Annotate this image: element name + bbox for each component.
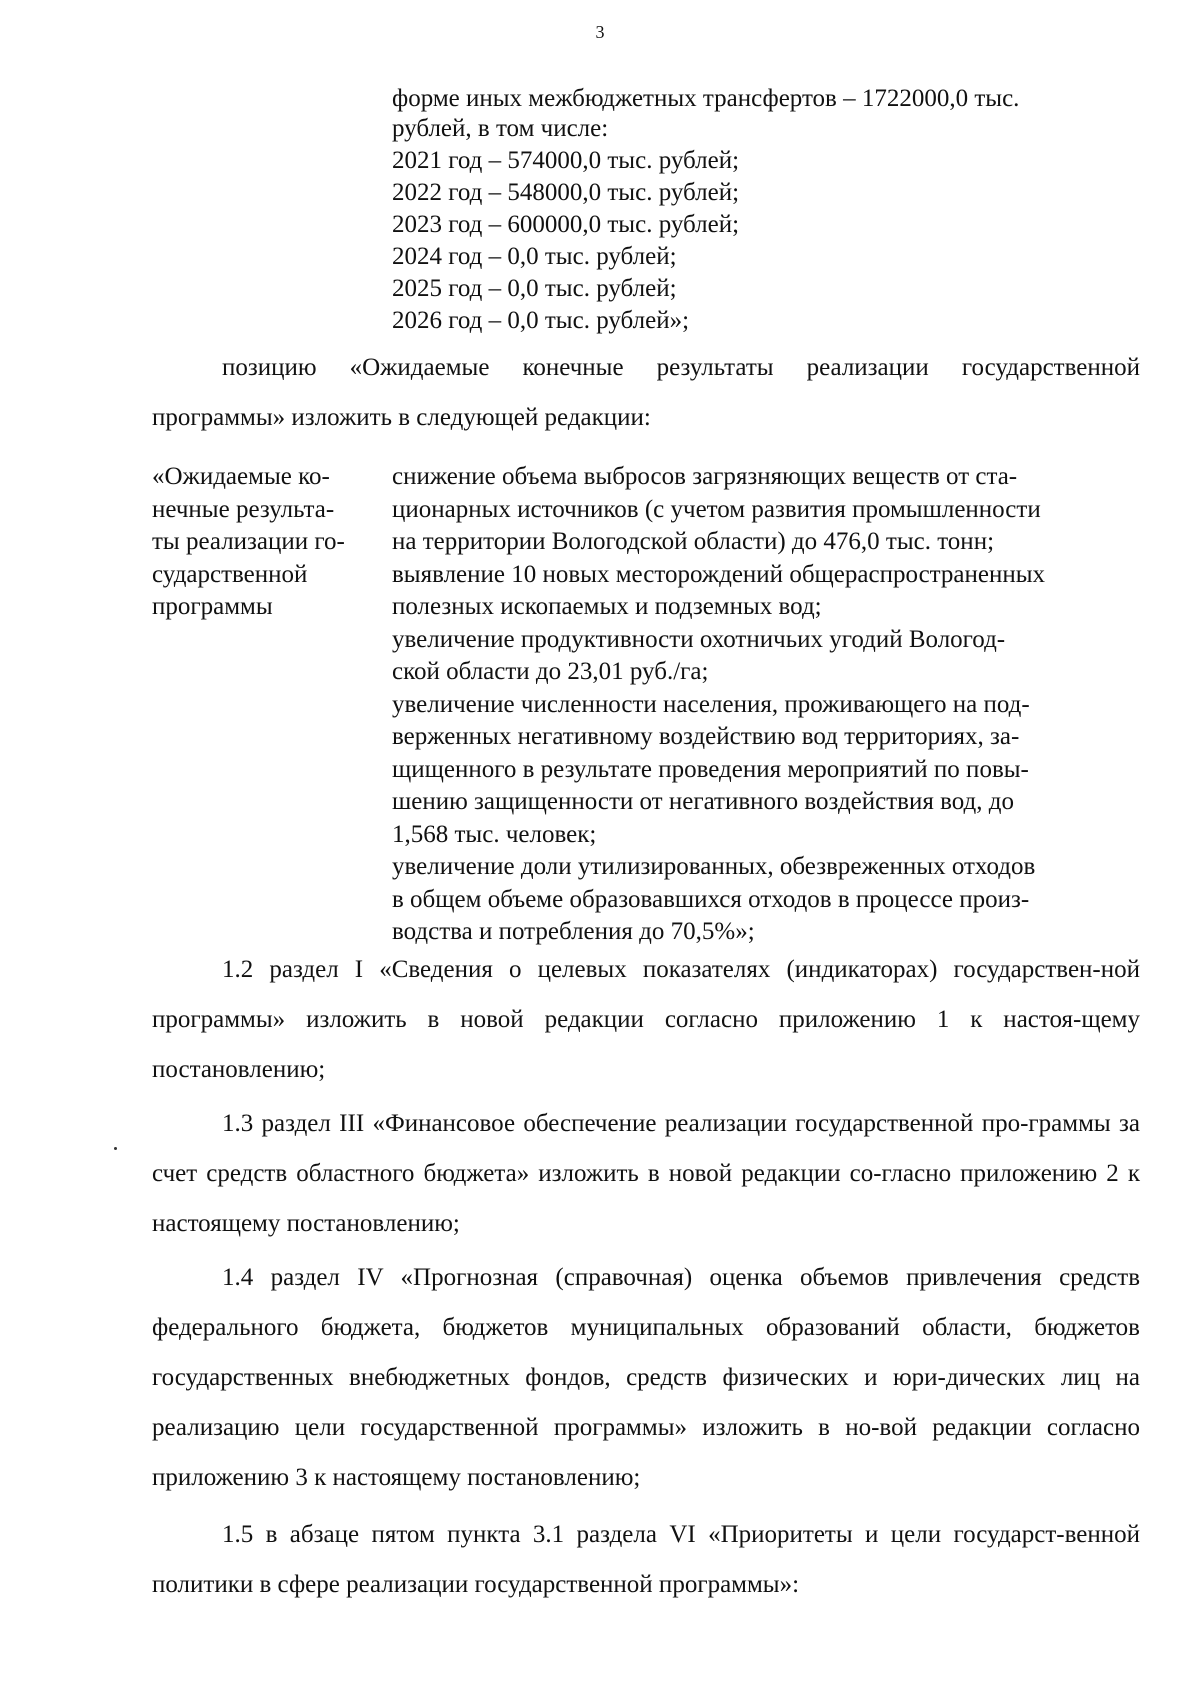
content-line: снижение объема выбросов загрязняющих веществ от ста-: [392, 463, 1018, 490]
content-line: верженных негативному воздействию вод территориях, за-: [392, 723, 1020, 750]
results-table-label: [152, 461, 367, 624]
scan-artifact-dot: [114, 1147, 117, 1150]
transfers-year-line: 2021 год – 574000,0 тыс. рублей;: [392, 147, 740, 174]
content-line: ской области до 23,01 руб./га;: [392, 658, 709, 685]
page-number: 3: [595, 22, 605, 42]
transfers-year-line: 2022 год – 548000,0 тыс. рублей;: [392, 179, 740, 206]
content-line: ционарных источников (с учетом развития промышленности: [392, 495, 1041, 523]
transfers-year-line: 2024 год – 0,0 тыс. рублей;: [392, 243, 677, 270]
content-line: на территории Вологодской области) до 476,0 тыс. тонн;: [392, 528, 995, 555]
label-line: нечные результа-: [152, 495, 335, 523]
paragraph-1-3: 1.3 раздел III «Финансовое обеспечение реализации государственной про-граммы за счет средств областного бюджета» изложить в новой редакции со-гласно приложению 2 к настоящему постановлению;: [152, 1110, 1140, 1237]
content-line: шению защищенности от негативного воздействия вод, до: [392, 788, 1014, 815]
transfers-line: форме иных межбюджетных трансфертов – 1722000,0 тыс.: [392, 85, 1020, 112]
content-line: увеличение численности населения, проживающего на под-: [392, 690, 1030, 718]
content-line: выявление 10 новых месторождений общераспространенных: [392, 560, 1046, 588]
content-line: увеличение доли утилизированных, обезвреженных отходов: [392, 853, 1036, 880]
content-line: увеличение продуктивности охотничьих угодий Вологод-: [392, 625, 1006, 653]
transfers-line: рублей, в том числе:: [392, 115, 609, 142]
content-line: в общем объеме образовавшихся отходов в процессе произ-: [392, 885, 1030, 913]
content-line: водства и потребления до 70,5%»;: [392, 918, 755, 945]
label-line: «Ожидаемые ко-: [152, 463, 330, 490]
paragraph-1-5: 1.5 в абзаце пятом пункта 3.1 раздела VI «Приоритеты и цели государст-венной политики в сфере реализации государственной программы»:: [152, 1521, 1140, 1598]
label-line: ты реализации го-: [152, 528, 345, 555]
label-line: сударственной: [152, 560, 308, 588]
content-line: щищенного в результате проведения мероприятий по повы-: [392, 755, 1029, 783]
paragraph-1-4: 1.4 раздел IV «Прогнозная (справочная) оценка объемов привлечения средств федерального бюджета, бюджетов муниципальных образований области, бюджетов государственных внебюджетных фондов, средств физических и юри-дических лиц на реализацию цели государственной программы» изложить в но-вой редакции согласно приложению 3 к настоящему постановлению;: [152, 1264, 1140, 1491]
results-table-content: [392, 461, 1152, 949]
intro-paragraph: позицию «Ожидаемые конечные результаты реализации государственной программы» изложить в следующей редакции:: [152, 354, 1140, 431]
label-line: программы: [152, 593, 273, 620]
transfers-year-line: 2023 год – 600000,0 тыс. рублей;: [392, 211, 740, 238]
transfers-year-line: 2026 год – 0,0 тыс. рублей»;: [392, 307, 690, 334]
paragraph-1-2: 1.2 раздел I «Сведения о целевых показателях (индикаторах) государствен-ной программы» изложить в новой редакции согласно приложению 1 к настоя-щему постановлению;: [152, 956, 1140, 1083]
transfers-year-line: 2025 год – 0,0 тыс. рублей;: [392, 275, 677, 302]
content-line: 1,568 тыс. человек;: [392, 820, 597, 848]
content-line: полезных ископаемых и подземных вод;: [392, 593, 822, 620]
